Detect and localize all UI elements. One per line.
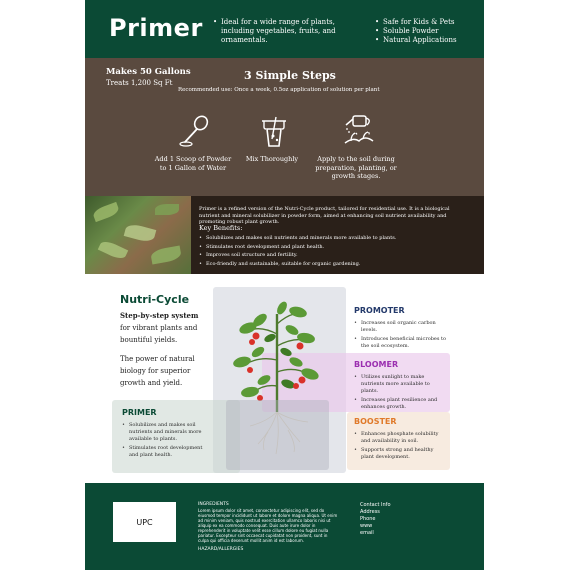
list-item: • Supports strong and healthy plant development. [354,447,446,461]
step-1-text: Add 1 Scoop of Powder to 1 Gallon of Water [154,155,232,172]
footer [85,483,484,570]
list-item: • Stimulates root development and plant health. [122,445,206,459]
bloomer-title: BLOOMER [354,360,399,369]
ingredients-title: INGREDIENTS [198,502,229,507]
promoter-list [354,320,450,352]
benefits-list [199,234,469,268]
hazard-allergies: HAZARD/ALLERGIES [198,547,244,552]
nutri-cycle-tagline: for vibrant plants and bountiful yields. [120,324,198,344]
header [85,0,484,58]
feature-item: • Safe for Kids & Pets [375,18,475,27]
primer-title: PRIMER [122,408,157,417]
nutri-cycle-description: The power of natural biology for superior growth and yield. [120,355,195,387]
list-item: • Solubilizes and makes soil nutrients and minerals more available to plants. [199,234,469,243]
booster-list [354,431,446,463]
scoop-icon [177,113,213,149]
contact-phone: Phone [360,516,376,522]
garden-photo [85,196,191,274]
feature-item: • Natural Applications [375,36,475,45]
benefits-title: Key Benefits: [199,224,243,232]
primer-list [122,422,206,461]
makes-gallons: Makes 50 Gallons [106,67,191,77]
booster-title: BOOSTER [354,417,397,426]
feature-list-right [375,18,475,45]
watering-can-icon [341,111,377,147]
nutri-cycle-title: Nutri-Cycle [120,293,190,306]
feature-item: • Ideal for a wide range of plants, including vegetables, fruits, and ornamentals. [213,18,343,45]
ingredients-text: Lorem ipsum dolor sit amet, consectetur adipiscing elit, sed do eiusmod tempor incididunt ut labore et dolore magna aliqua. Ut enim ad minim veniam, quis nostrud exercitation ullamco laboris nisi ut aliquip ex ea commodo consequat. Duis aute irure dolor in reprehenderit in voluptate velit esse cillum dolore eu fugiat nulla pariatur. Excepteur sint occaecat cupidatat non proident, sunt in culpa qui officia deserunt mollit anim id est laborum. [198,508,338,543]
contact-info: Contact Info [360,502,391,508]
steps-title: 3 Simple Steps [244,69,336,82]
product-label [85,0,484,570]
step-2-text: Mix Thoroughly [245,155,299,163]
brand-title: Primer [109,14,203,42]
contact-www: www [360,523,373,529]
list-item: • Increases soil organic carbon levels. [354,320,450,334]
bloomer-list [354,374,446,413]
promoter-title: PROMOTER [354,306,405,315]
nutri-cycle-subtitle: Step-by-step system [120,311,199,320]
feature-item: • Soluble Powder [375,27,475,36]
step-3-text: Apply to the soil during preparation, planting, or growth stages. [315,155,397,180]
product-description: Primer is a refined version of the Nutri-Cycle product, tailored for residential use. It is a biological nutrient and mineral solubilizer in powder form, aimed at enhancing soil nutrient availability and promoting robust plant growth. [199,206,450,225]
info-band [85,196,484,274]
list-item: • Solubilizes and makes soil nutrients and minerals more available to plants. [122,422,206,443]
list-item: • Eco-friendly and sustainable, suitable for organic gardening. [199,260,469,269]
list-item: • Stimulates root development and plant health. [199,243,469,252]
list-item: • Enhances phosphate solubility and availability in soil. [354,431,446,445]
list-item: • Improves soil structure and fertility. [199,251,469,260]
contact-email: email [360,530,374,536]
roots-panel [226,400,329,470]
contact-block [360,502,391,537]
list-item: • Introduces beneficial microbes to the soil ecosystem. [354,336,450,350]
treats-area: Treats 1,200 Sq Ft [106,79,173,87]
contact-address: Address [360,509,380,515]
mix-icon [256,113,292,149]
recommended-use: Recommended use: Once a week, 0.5oz application of solution per plant [178,87,380,93]
list-item: • Increases plant resilience and enhances growth. [354,397,446,411]
list-item: • Utilizes sunlight to make nutrients more available to plants. [354,374,446,395]
upc-barcode-box: UPC [113,502,176,542]
steps-section [85,58,484,196]
feature-list-left [213,18,343,45]
